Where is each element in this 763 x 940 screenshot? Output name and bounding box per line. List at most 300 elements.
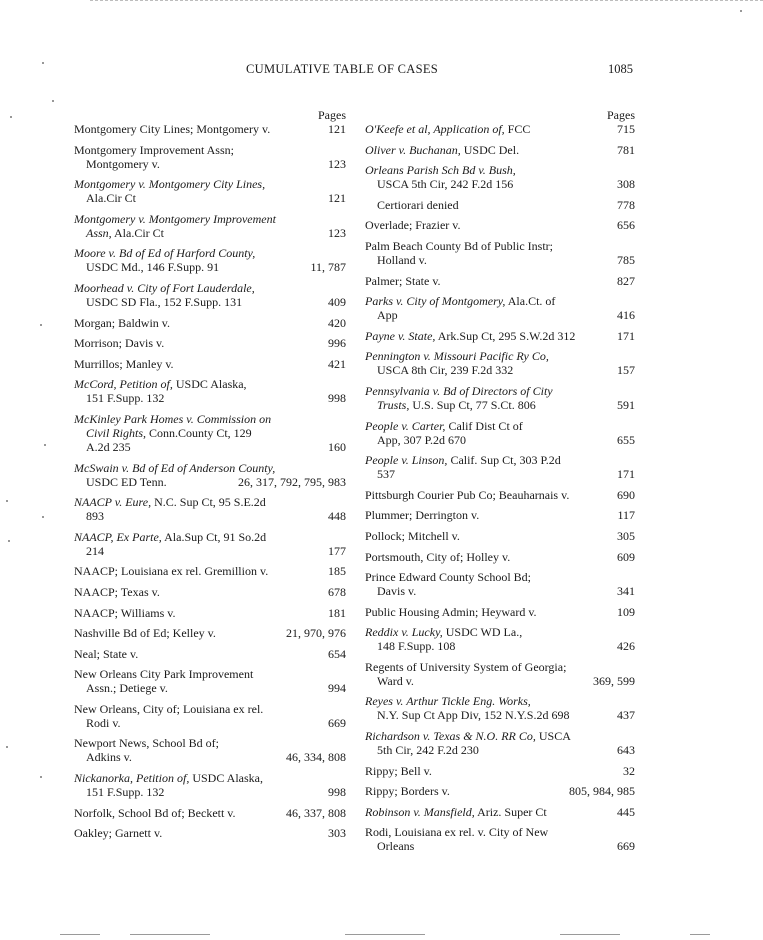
case-title <box>365 294 555 308</box>
case-title <box>377 177 513 191</box>
case-line <box>365 253 635 267</box>
case-name-italic: Orleans Parish Sch Bd v. Bush, <box>365 163 516 178</box>
case-entry <box>365 384 635 412</box>
case-text: 214 <box>86 543 104 558</box>
case-text: Pittsburgh Courier Pub Co; Beauharnais v. <box>365 487 570 502</box>
case-title <box>86 681 168 695</box>
case-entry <box>74 606 346 620</box>
case-entry <box>74 564 346 578</box>
case-line <box>365 674 635 688</box>
case-line <box>74 750 346 764</box>
case-text: App <box>377 308 398 323</box>
bottom-rule <box>60 934 100 935</box>
case-line <box>365 198 635 212</box>
case-title <box>74 826 162 840</box>
case-line <box>74 716 346 730</box>
page-refs: 303 <box>328 826 346 841</box>
case-line <box>74 246 346 260</box>
case-title <box>365 605 537 619</box>
case-title <box>365 550 510 564</box>
page-refs: 121 <box>328 122 346 136</box>
case-title <box>365 529 460 543</box>
case-title <box>377 639 455 653</box>
case-entry <box>74 377 346 405</box>
case-text: Pollock; Mitchell v. <box>365 528 460 543</box>
case-line <box>365 274 635 288</box>
page-refs: 669 <box>328 715 346 730</box>
case-title <box>377 253 427 267</box>
case-entry <box>74 702 346 730</box>
case-entry <box>365 163 635 191</box>
case-line <box>74 316 346 330</box>
case-entry <box>74 412 346 454</box>
case-title <box>365 660 566 674</box>
case-text: 537 <box>377 467 395 482</box>
case-text: USDC Alaska, <box>189 771 263 786</box>
page-refs: 46, 337, 808 <box>286 805 346 820</box>
case-title <box>74 495 266 509</box>
case-entry <box>74 212 346 240</box>
case-line <box>365 308 635 322</box>
case-entry <box>365 825 635 853</box>
case-text: Rodi v. <box>86 715 121 730</box>
case-line <box>365 660 635 674</box>
case-title <box>74 246 255 260</box>
case-entry <box>365 239 635 267</box>
case-title <box>74 667 253 681</box>
case-title <box>86 295 242 309</box>
case-line <box>365 743 635 757</box>
case-title <box>86 426 252 440</box>
page-refs: 308 <box>617 177 635 192</box>
case-text: Plummer; Derrington v. <box>365 508 480 523</box>
case-line <box>74 626 346 640</box>
case-title <box>74 316 170 330</box>
case-line <box>74 212 346 226</box>
case-name-italic: McCord, Petition of, <box>74 377 173 392</box>
page-refs: 426 <box>617 639 635 654</box>
case-text: Rodi, Louisiana ex rel. v. City of New <box>365 825 549 840</box>
case-line <box>365 143 635 157</box>
case-entry <box>74 626 346 640</box>
case-line <box>74 143 346 157</box>
case-line <box>365 384 635 398</box>
left-column <box>74 108 346 847</box>
case-title <box>74 736 219 750</box>
case-text: Prince Edward County School Bd; <box>365 570 531 585</box>
case-title <box>365 453 561 467</box>
case-title <box>365 143 519 157</box>
page-refs: 669 <box>617 839 635 854</box>
case-line <box>74 736 346 750</box>
case-title <box>365 729 571 743</box>
case-title <box>365 625 522 639</box>
case-text: Palm Beach County Bd of Public Instr; <box>365 238 553 253</box>
case-line <box>74 475 346 489</box>
case-line <box>74 826 346 840</box>
case-line <box>365 825 635 839</box>
case-title <box>74 212 276 226</box>
page-refs: 420 <box>328 315 346 330</box>
case-text: Overlade; Frazier v. <box>365 218 461 233</box>
case-text: NAACP; Williams v. <box>74 605 176 620</box>
case-name-italic: Richardson v. Texas & N.O. RR Co, <box>365 729 536 744</box>
case-title <box>377 708 569 722</box>
case-title <box>74 336 164 350</box>
case-line <box>74 461 346 475</box>
case-line <box>365 508 635 522</box>
case-name-italic: Pennsylvania v. Bd of Directors of City <box>365 383 553 398</box>
case-line <box>365 639 635 653</box>
case-line <box>74 377 346 391</box>
case-entry <box>74 806 346 820</box>
case-line <box>365 433 635 447</box>
case-line <box>365 625 635 639</box>
case-text: Morrison; Davis v. <box>74 336 165 351</box>
case-text: Ala.Sup Ct, 91 So.2d <box>161 529 267 544</box>
case-entry <box>74 281 346 309</box>
case-line <box>74 295 346 309</box>
case-name-italic: Reyes v. Arthur Tickle Eng. Works, <box>365 694 531 709</box>
case-title <box>377 839 414 853</box>
case-title <box>365 488 569 502</box>
case-title <box>74 143 234 157</box>
case-entry <box>74 530 346 558</box>
case-line <box>365 529 635 543</box>
case-title <box>86 509 104 523</box>
case-line <box>74 509 346 523</box>
case-title <box>377 467 395 481</box>
case-entry <box>365 349 635 377</box>
page-refs: 655 <box>617 432 635 447</box>
case-line <box>74 191 346 205</box>
case-line <box>365 570 635 584</box>
page-refs: 369, 599 <box>593 673 635 688</box>
case-line <box>74 785 346 799</box>
case-text: 5th Cir, 242 F.2d 230 <box>377 743 479 758</box>
running-head <box>0 62 763 80</box>
page-refs: 448 <box>328 509 346 524</box>
case-text: Montgomery v. <box>86 156 160 171</box>
case-text: USDC Del. <box>460 142 520 157</box>
case-text: Neal; State v. <box>74 646 139 661</box>
case-text: New Orleans City Park Improvement <box>74 667 254 682</box>
case-name-italic: Parks v. City of Montgomery, <box>365 294 506 309</box>
case-line <box>365 694 635 708</box>
case-line <box>74 495 346 509</box>
case-name-italic: Montgomery v. Montgomery Improvement <box>74 211 276 226</box>
page-refs: 416 <box>617 308 635 323</box>
case-title <box>74 281 255 295</box>
case-title <box>365 329 575 343</box>
bottom-rule <box>690 934 710 935</box>
case-name-italic: Moore v. Bd of Ed of Harford County, <box>74 246 256 261</box>
case-line <box>74 585 346 599</box>
case-title <box>74 647 138 661</box>
case-title <box>365 239 553 253</box>
case-entry <box>365 625 635 653</box>
case-text: Oakley; Garnett v. <box>74 826 163 841</box>
case-text: Assn.; Detiege v. <box>86 681 168 696</box>
page-refs: 171 <box>617 328 635 343</box>
page-refs: 32 <box>623 763 635 778</box>
right-column <box>365 108 635 860</box>
case-title <box>86 391 164 405</box>
case-text: Ark.Sup Ct, 295 S.W.2d 312 <box>435 328 576 343</box>
case-line <box>365 363 635 377</box>
case-line <box>74 357 346 371</box>
case-text: A.2d 235 <box>86 439 131 454</box>
page-refs: 121 <box>328 191 346 206</box>
case-title <box>365 218 461 232</box>
case-title <box>74 585 160 599</box>
case-entry <box>74 316 346 330</box>
case-text: Calif. Sup Ct, 303 P.2d <box>447 453 561 468</box>
case-line <box>365 584 635 598</box>
case-title <box>365 805 547 819</box>
case-name-italic: People v. Carter, <box>365 418 446 433</box>
case-line <box>365 239 635 253</box>
case-line <box>365 839 635 853</box>
case-title <box>377 308 398 322</box>
case-name-italic: Assn, <box>86 225 112 240</box>
case-line <box>365 550 635 564</box>
case-line <box>74 281 346 295</box>
page-refs: 21, 970, 976 <box>286 626 346 641</box>
page-refs: 805, 984, 985 <box>569 784 635 799</box>
case-text: Ala.Cir Ct <box>86 191 136 206</box>
case-entry <box>365 198 635 212</box>
case-title <box>86 785 164 799</box>
page-refs: 109 <box>617 604 635 619</box>
page-refs: 160 <box>328 439 346 454</box>
page-refs: 421 <box>328 356 346 371</box>
case-entry <box>365 570 635 598</box>
case-name-italic: Moorhead v. City of Fort Lauderdale, <box>74 280 255 295</box>
case-text: N.C. Sup Ct, 95 S.E.2d <box>151 495 266 510</box>
case-title <box>74 771 263 785</box>
case-text: App, 307 P.2d 670 <box>377 432 467 447</box>
case-entry <box>365 508 635 522</box>
case-text: Regents of University System of Georgia; <box>365 659 567 674</box>
case-entry <box>365 729 635 757</box>
pages-label: Pages <box>318 108 346 122</box>
case-title <box>365 508 479 522</box>
case-title <box>74 377 247 391</box>
pages-label: Pages <box>607 108 635 122</box>
case-line <box>74 260 346 274</box>
case-title <box>365 694 531 708</box>
case-text: Portsmouth, City of; Holley v. <box>365 549 511 564</box>
case-name-italic: Montgomery v. Montgomery City Lines, <box>74 177 266 192</box>
case-text: USCA 5th Cir, 242 F.2d 156 <box>377 177 514 192</box>
case-entry <box>365 805 635 819</box>
case-title <box>86 157 160 171</box>
case-title <box>74 626 216 640</box>
case-title <box>86 440 131 454</box>
case-text: USDC WD La., <box>442 625 523 640</box>
page-refs: 690 <box>617 487 635 502</box>
page-refs: 341 <box>617 584 635 599</box>
case-line <box>74 667 346 681</box>
page-refs: 171 <box>617 467 635 482</box>
case-name-italic: O'Keefe et al, Application of, <box>365 122 505 136</box>
case-text: USDC ED Tenn. <box>86 474 167 489</box>
page-refs: 715 <box>617 122 635 136</box>
case-text: Calif Dist Ct of <box>445 418 523 433</box>
case-text: New Orleans, City of; Louisiana ex rel. <box>74 701 264 716</box>
case-entry <box>74 122 346 136</box>
page-refs: 409 <box>328 294 346 309</box>
case-text: Nashville Bd of Ed; Kelley v. <box>74 626 216 641</box>
case-line <box>74 702 346 716</box>
case-text: FCC <box>504 122 531 136</box>
case-title <box>365 825 548 839</box>
case-title <box>377 743 479 757</box>
case-name-italic: Reddix v. Lucky, <box>365 625 443 640</box>
case-list <box>74 122 346 840</box>
case-line <box>365 398 635 412</box>
case-line <box>365 708 635 722</box>
case-title <box>74 606 176 620</box>
case-text: USCA 8th Cir, 239 F.2d 332 <box>377 363 514 378</box>
case-text: Public Housing Admin; Heyward v. <box>365 604 537 619</box>
case-text: Ala.Cir Ct <box>111 225 165 240</box>
case-title <box>86 475 167 489</box>
case-title <box>86 260 219 274</box>
case-entry <box>365 550 635 564</box>
case-title <box>74 702 263 716</box>
case-text: Conn.County Ct, 129 <box>146 425 252 440</box>
case-line <box>365 453 635 467</box>
case-text: NAACP; Louisiana ex rel. Gremillion v. <box>74 564 269 579</box>
case-title <box>365 349 549 363</box>
case-entry <box>74 667 346 695</box>
case-name-italic: Pennington v. Missouri Pacific Ry Co, <box>365 349 549 364</box>
case-text: Ala.Ct. of <box>505 294 556 309</box>
case-entry <box>365 294 635 322</box>
case-name-italic: Robinson v. Mansfield, <box>365 804 475 819</box>
page-refs: 177 <box>328 543 346 558</box>
case-text: Rippy; Borders v. <box>365 784 450 799</box>
case-text: Morgan; Baldwin v. <box>74 315 170 330</box>
case-name-italic: Trusts, <box>377 397 410 412</box>
case-text: Palmer; State v. <box>365 273 441 288</box>
page-refs: 998 <box>328 785 346 800</box>
case-text: Ariz. Super Ct <box>474 804 547 819</box>
page-refs: 781 <box>617 142 635 157</box>
case-line <box>365 218 635 232</box>
top-scan-edge <box>90 0 763 5</box>
case-text: Newport News, School Bd of; <box>74 736 219 751</box>
case-line <box>74 647 346 661</box>
page-refs: 678 <box>328 584 346 599</box>
case-title <box>377 198 459 212</box>
case-name-italic: Payne v. State, <box>365 328 436 343</box>
page-refs: 785 <box>617 252 635 267</box>
page-refs: 827 <box>617 273 635 288</box>
case-text: USDC SD Fla., 152 F.Supp. 131 <box>86 294 243 309</box>
case-entry <box>365 605 635 619</box>
case-text: USCA <box>535 729 571 744</box>
case-entry <box>74 336 346 350</box>
page-refs: 46, 334, 808 <box>286 750 346 765</box>
case-title <box>74 530 266 544</box>
case-entry <box>74 357 346 371</box>
page-refs: 123 <box>328 156 346 171</box>
case-title <box>365 122 530 136</box>
case-title <box>377 584 416 598</box>
case-line <box>365 163 635 177</box>
case-entry <box>365 488 635 502</box>
case-name-italic: Oliver v. Buchanan, <box>365 142 461 157</box>
case-entry <box>365 660 635 688</box>
bottom-rule <box>130 934 210 935</box>
case-entry <box>74 177 346 205</box>
case-entry <box>365 764 635 778</box>
case-line <box>365 729 635 743</box>
case-title <box>377 674 414 688</box>
case-line <box>74 412 346 426</box>
case-line <box>74 530 346 544</box>
case-name-italic: McKinley Park Homes v. Commission on <box>74 411 272 426</box>
case-entry <box>365 453 635 481</box>
case-title <box>74 564 268 578</box>
case-list <box>365 122 635 853</box>
page-refs: 643 <box>617 743 635 758</box>
page-refs: 117 <box>617 508 635 523</box>
case-line <box>365 805 635 819</box>
case-text: U.S. Sup Ct, 77 S.Ct. 806 <box>409 397 536 412</box>
case-line <box>365 784 635 798</box>
case-line <box>74 806 346 820</box>
case-entry <box>74 246 346 274</box>
case-line <box>365 764 635 778</box>
case-line <box>365 294 635 308</box>
case-text: Norfolk, School Bd of; Beckett v. <box>74 805 236 820</box>
case-text: Ward v. <box>377 673 414 688</box>
case-title <box>86 544 104 558</box>
case-title <box>86 716 121 730</box>
case-line <box>365 177 635 191</box>
case-text: Orleans <box>377 839 415 854</box>
case-line <box>74 336 346 350</box>
case-line <box>365 122 635 136</box>
case-entry <box>74 143 346 171</box>
case-entry <box>365 143 635 157</box>
case-line <box>74 771 346 785</box>
page-refs: 609 <box>617 549 635 564</box>
case-text: 151 F.Supp. 132 <box>86 785 165 800</box>
case-line <box>74 681 346 695</box>
case-entry <box>74 495 346 523</box>
case-entry <box>365 274 635 288</box>
case-title <box>86 750 132 764</box>
page-refs: 437 <box>617 708 635 723</box>
case-name-italic: NAACP, Ex Parte, <box>74 529 162 544</box>
case-line <box>74 122 346 136</box>
case-title <box>365 163 516 177</box>
case-line <box>74 391 346 405</box>
case-title <box>74 122 270 136</box>
case-name-italic: NAACP v. Eure, <box>74 495 152 510</box>
case-text: Rippy; Bell v. <box>365 763 432 778</box>
case-title <box>86 191 136 205</box>
page-refs: 778 <box>617 197 635 212</box>
case-entry <box>74 736 346 764</box>
case-text: NAACP; Texas v. <box>74 584 160 599</box>
case-entry <box>365 529 635 543</box>
